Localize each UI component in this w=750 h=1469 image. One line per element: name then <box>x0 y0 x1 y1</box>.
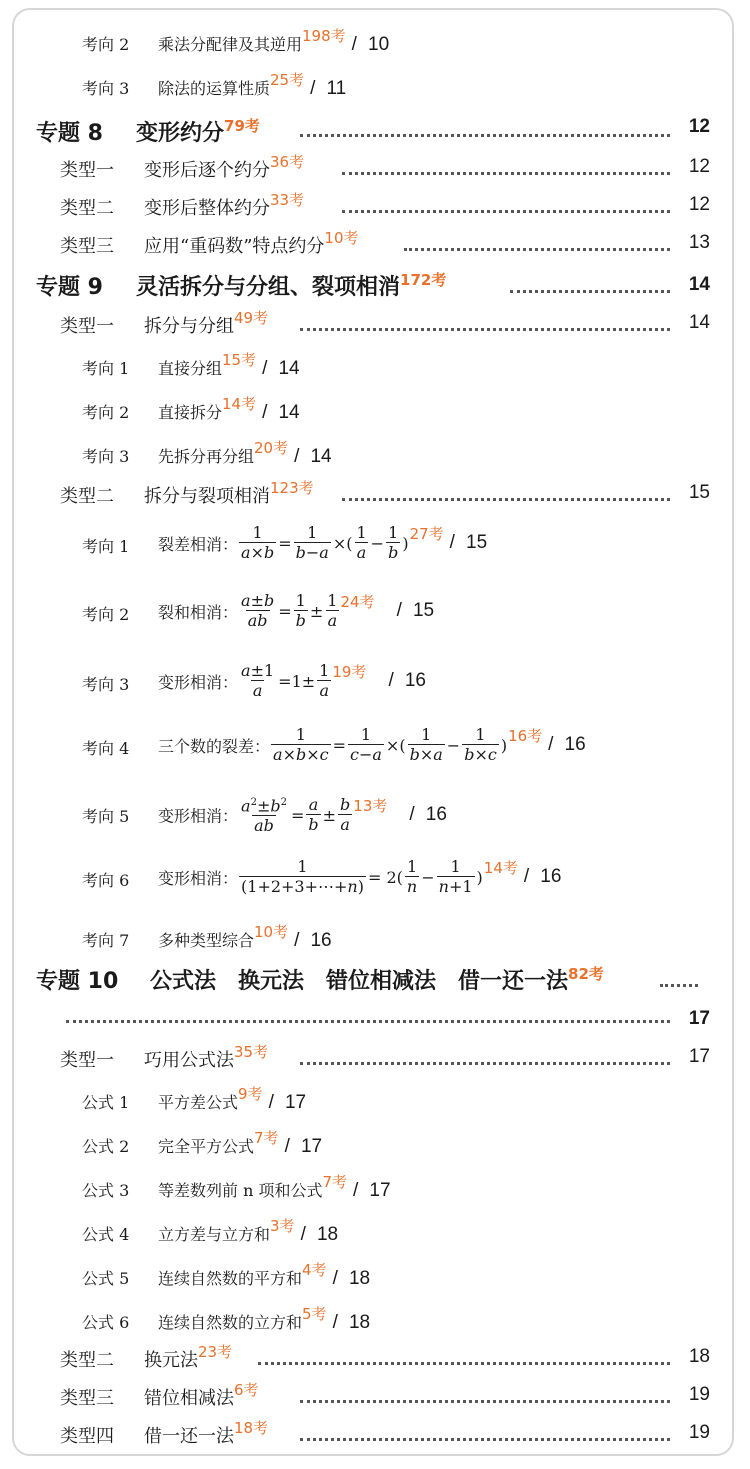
page-number: 18 <box>348 1268 371 1289</box>
page-number: 13 <box>688 232 710 253</box>
count-tag: 20考 <box>254 439 289 457</box>
count-tag: 25考 <box>270 71 305 89</box>
count-tag: 16考 <box>508 727 543 745</box>
count-tag: 10考 <box>254 923 289 941</box>
page-number: 16 <box>425 803 447 825</box>
page-sep: / <box>351 34 357 55</box>
entry-label: 专题 8 <box>36 121 103 146</box>
entry-title: 拆分与分组 <box>144 316 234 337</box>
entry-label: 类型四 <box>60 1426 114 1447</box>
page-number: 19 <box>688 1422 710 1443</box>
toc-entry[interactable] <box>0 726 750 770</box>
page-number: 18 <box>348 1312 371 1333</box>
entry-title: 变形后逐个约分 <box>144 160 270 181</box>
page-sep: / <box>409 803 415 825</box>
entry-label: 考向 4 <box>82 739 130 758</box>
page-number: 15 <box>688 482 710 503</box>
entry-title: 平方差公式 <box>158 1093 239 1112</box>
count-tag: 172考 <box>400 271 447 289</box>
entry-label: 类型三 <box>60 236 114 257</box>
page-sep: / <box>284 1136 290 1157</box>
entry-label: 类型二 <box>60 1350 114 1371</box>
entry-label: 考向 7 <box>82 931 130 950</box>
page-number: 14 <box>278 358 300 379</box>
entry-title: 三个数的裂差： <box>158 737 271 756</box>
entry-label: 考向 5 <box>82 807 130 826</box>
formula: $\frac{1}{(1+2+3+\cdots+n)}$ = 2( $\frac{1}{n}$ − $\frac{1}{n+1}$ ) <box>241 857 483 896</box>
entry-label: 考向 1 <box>82 537 130 556</box>
entry-title: 连续自然数的立方和 <box>158 1313 303 1332</box>
entry-label: 考向 3 <box>82 447 130 466</box>
entry-title: 变形约分 <box>136 121 225 146</box>
formula: $\frac{1}{a\times b\times c}$ = $\frac{1}{c-a}$ ×( $\frac{1}{b\times a}$ − $\frac{1}{b\times c}$ ) <box>273 725 508 764</box>
count-tag: 18考 <box>234 1419 269 1437</box>
entry-title: 直接分组 <box>158 359 223 378</box>
entry-title: 等差数列前 n 项和公式 <box>158 1181 323 1200</box>
page-number: 14 <box>278 402 300 423</box>
entry-title: 变形相消： <box>158 869 239 888</box>
page-number: 14 <box>688 274 710 295</box>
formula: $\frac{a^2\pm b^2}{ab}$ = $\frac{a}{b}$ ± $\frac{b}{a}$ <box>241 794 351 836</box>
count-tag: 7考 <box>322 1173 348 1191</box>
page-number: 17 <box>369 1180 391 1201</box>
page-number: 18 <box>316 1224 339 1245</box>
entry-title: 连续自然数的平方和 <box>158 1269 303 1288</box>
entry-title: 裂差相消： <box>158 535 239 554</box>
leader-dots <box>258 1362 670 1365</box>
page-sep: / <box>396 600 402 621</box>
entry-label: 专题 10 <box>36 969 119 994</box>
page-number: 17 <box>300 1136 323 1157</box>
formula: $\frac{a\pm 1}{a}$ =1± $\frac{1}{a}$ <box>241 661 330 700</box>
count-tag: 36考 <box>270 153 305 171</box>
entry-title: 裂和相消： <box>158 603 239 622</box>
leader-dots <box>66 1020 670 1023</box>
count-tag: 49考 <box>234 309 269 327</box>
page-number: 16 <box>540 866 562 887</box>
entry-label: 考向 6 <box>82 871 130 890</box>
entry-label: 公式 1 <box>82 1093 130 1112</box>
toc-entry[interactable] <box>0 794 750 838</box>
entry-label: 考向 1 <box>82 359 130 378</box>
count-tag: 13考 <box>353 796 388 815</box>
page-sep: / <box>294 930 300 951</box>
count-tag: 3考 <box>270 1217 295 1235</box>
count-tag: 19考 <box>332 663 367 681</box>
entry-label: 考向 2 <box>82 605 130 624</box>
entry-title: 多种类型综合 <box>158 931 255 950</box>
page-sep: / <box>300 1224 306 1245</box>
page-sep: / <box>332 1268 338 1289</box>
count-tag: 24考 <box>340 593 375 611</box>
leader-dots <box>342 498 670 501</box>
toc-entry[interactable] <box>0 524 750 568</box>
entry-label: 专题 9 <box>36 275 103 300</box>
count-tag: 10考 <box>324 229 359 247</box>
count-tag: 27考 <box>409 525 444 543</box>
entry-label: 类型一 <box>60 316 114 337</box>
entry-label: 公式 6 <box>82 1313 130 1332</box>
count-tag: 5考 <box>302 1305 327 1323</box>
page-number: 15 <box>466 532 488 553</box>
page-sep: / <box>523 866 530 887</box>
entry-label: 考向 3 <box>82 79 130 98</box>
leader-dots <box>660 984 698 987</box>
page-sep: / <box>388 670 394 691</box>
count-tag: 23考 <box>198 1343 233 1361</box>
count-tag: 79考 <box>224 117 260 135</box>
formula: $\frac{1}{a\times b}$ = $\frac{1}{b-a}$ ×( $\frac{1}{a}$ − $\frac{1}{b}$ ) <box>241 523 409 562</box>
entry-title: 拆分与裂项相消 <box>144 486 270 507</box>
page-sep: / <box>262 402 268 423</box>
entry-title: 换元法 <box>144 1350 198 1371</box>
entry-label: 考向 2 <box>82 35 130 54</box>
count-tag: 14考 <box>483 859 518 877</box>
toc-entry[interactable] <box>0 662 750 706</box>
entry-label: 公式 3 <box>82 1181 130 1200</box>
entry-label: 考向 2 <box>82 403 130 422</box>
count-tag: 33考 <box>270 191 305 209</box>
entry-title: 借一还一法 <box>144 1426 234 1447</box>
leader-dots <box>300 328 670 331</box>
page-number: 14 <box>310 446 332 467</box>
count-tag: 123考 <box>270 479 314 497</box>
leader-dots <box>404 248 670 251</box>
entry-label: 公式 5 <box>82 1269 130 1288</box>
entry-title: 完全平方公式 <box>158 1137 255 1156</box>
page-number: 16 <box>310 930 332 951</box>
count-tag: 7考 <box>254 1129 279 1147</box>
entry-label: 类型一 <box>60 160 114 181</box>
page-number: 17 <box>284 1092 307 1113</box>
formula: $\frac{a\pm b}{ab}$ = $\frac{1}{b}$ ± $\frac{1}{a}$ <box>241 591 338 630</box>
entry-title: 变形后整体约分 <box>144 198 270 219</box>
page-sep: / <box>294 446 300 467</box>
entry-title: 错位相减法 <box>144 1388 234 1409</box>
page-number: 16 <box>404 670 426 691</box>
page-number: 12 <box>688 194 710 215</box>
count-tag: 6考 <box>234 1381 259 1399</box>
count-tag: 9考 <box>238 1085 263 1103</box>
page-sep: / <box>262 358 268 379</box>
count-tag: 14考 <box>222 395 257 413</box>
count-tag: 82考 <box>568 965 604 983</box>
leader-dots <box>342 210 670 213</box>
page-number: 14 <box>688 312 710 333</box>
entry-title: 立方差与立方和 <box>158 1225 271 1244</box>
count-tag: 4考 <box>302 1261 327 1279</box>
leader-dots <box>300 1062 670 1065</box>
entry-title: 应用“重码数”特点约分 <box>144 236 325 257</box>
page-number: 12 <box>688 156 710 177</box>
entry-label: 类型二 <box>60 486 114 507</box>
leader-dots <box>510 290 670 293</box>
count-tag: 198考 <box>302 27 346 45</box>
leader-dots <box>300 134 670 137</box>
page-number: 18 <box>688 1346 710 1367</box>
entry-title: 变形相消： <box>158 806 239 826</box>
page-sep: / <box>310 78 316 99</box>
page-number: 17 <box>688 1046 710 1067</box>
toc-entry[interactable] <box>0 858 750 902</box>
toc-entry-chapter[interactable] <box>0 964 750 1034</box>
entry-title: 公式法 换元法 错位相减法 借一还一法 <box>150 969 569 994</box>
entry-title: 先拆分再分组 <box>158 447 255 466</box>
entry-title: 巧用公式法 <box>144 1050 234 1071</box>
entry-label: 类型二 <box>60 198 114 219</box>
page-number: 19 <box>688 1384 710 1405</box>
entry-label: 考向 3 <box>82 675 130 694</box>
entry-title: 变形相消： <box>158 673 239 692</box>
entry-label: 类型一 <box>60 1050 114 1071</box>
page-sep: / <box>353 1180 359 1201</box>
leader-dots <box>342 172 670 175</box>
entry-label: 类型三 <box>60 1388 114 1409</box>
page-number: 16 <box>564 734 586 755</box>
entry-title: 直接拆分 <box>158 403 223 422</box>
entry-title: 乘法分配律及其逆用 <box>158 35 303 54</box>
page-number: 12 <box>688 116 710 137</box>
page-sep: / <box>548 734 554 755</box>
page-number: 15 <box>412 600 435 621</box>
page-sep: / <box>449 532 455 553</box>
page-number: 11 <box>326 78 347 99</box>
page-number: 10 <box>368 34 390 55</box>
page-number: 17 <box>688 1008 710 1029</box>
leader-dots <box>300 1400 670 1403</box>
page-sep: / <box>332 1312 338 1333</box>
entry-title: 灵活拆分与分组、裂项相消 <box>136 275 401 300</box>
leader-dots <box>300 1438 670 1441</box>
entry-label: 公式 2 <box>82 1137 130 1156</box>
count-tag: 35考 <box>234 1043 269 1061</box>
entry-title: 除法的运算性质 <box>158 79 271 98</box>
page-sep: / <box>268 1092 274 1113</box>
entry-label: 公式 4 <box>82 1225 130 1244</box>
count-tag: 15考 <box>222 351 257 369</box>
toc-entry[interactable] <box>0 592 750 636</box>
